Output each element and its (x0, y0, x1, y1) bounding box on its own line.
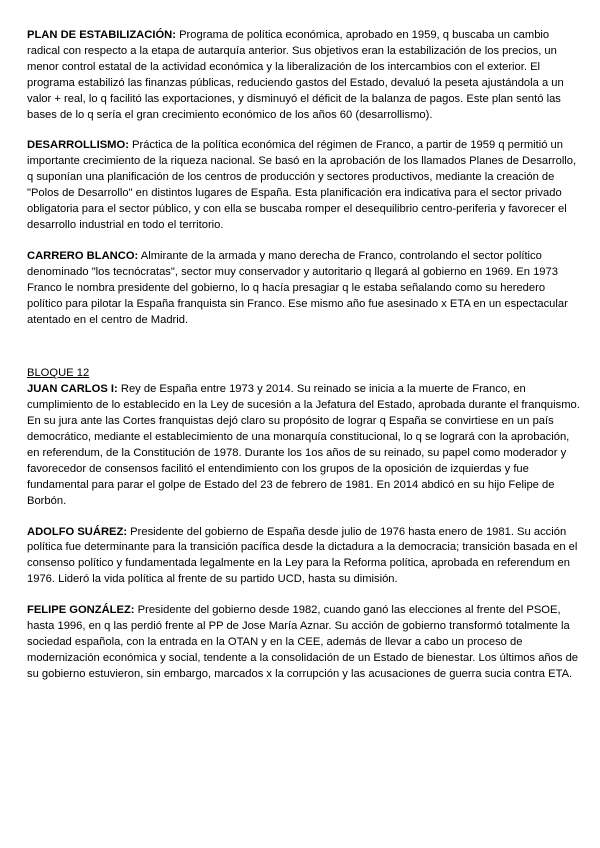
glossary-entry-felipe-gonzalez (27, 603, 583, 683)
entry-text: Programa de política económica, aprobado en 1959, q buscaba un cambio radical con respecto a la etapa de autarquía anterior. Sus objetivos eran la estabilización de los precios, un menor control estatal de la actividad económica y la liberalización de los intercambios con el exterior. El programa estabilizó las finanzas públicas, reduciendo gastos del Estado, devaluó la peseta ajustándola a un valor + real, lo q facilitó las exportaciones, y disminuyó el déficit de la balanza de pagos. Este plan sentó las bases de lo q sería el gran crecimiento económico de los años 60 (desarrollismo). (27, 29, 564, 121)
entry-text: Almirante de la armada y mano derecha de Franco, controlando el sector político denominado "los tecnócratas", sector muy conservador y autoritario q llegará al gobierno en 1969. En 1973 Franco le nombra presidente del gobierno, lo q hacía presagiar q le estaba señalando como su heredero político para pilotar la España franquista sin Franco. Ese mismo año fue asesinado x ETA en un espectacular atentado en el centro de Madrid. (27, 249, 568, 326)
glossary-entry-carrero-blanco (27, 249, 583, 329)
entry-term: JUAN CARLOS I: (27, 383, 118, 396)
glossary-entry-adolfo-suarez (27, 525, 583, 589)
entry-text: Práctica de la política económica del régimen de Franco, a partir de 1959 q permitió un importante crecimiento de la riqueza nacional. Se basó en la aprobación de los llamados Planes de Desarrollo, q suponían una planificación de los centros de producción y sectores productivos, mediante la creación de "Polos de Desarrollo" en distintos lugares de España. Esta planificación era indicativa para el sector privado obligatoria para el sector público, y con ella se buscaba romper el desequilibrio centro-periferia y favorecer el desarrollo industrial en todo el territorio. (27, 139, 577, 231)
entry-term: ADOLFO SUÁREZ: (27, 525, 128, 538)
entry-term: DESARROLLISMO: (27, 139, 129, 152)
document-page (27, 28, 583, 683)
entry-term: PLAN DE ESTABILIZACIÓN: (27, 29, 176, 41)
entry-term: CARRERO BLANCO: (27, 249, 139, 262)
entry-term: FELIPE GONZÁLEZ: (27, 604, 135, 617)
entry-text: Presidente del gobierno de España desde julio de 1976 hasta enero de 1981. Su acción política fue determinante para la transición pacífica desde la dictadura a la democracia; transición basada en el consenso político y fundamentada legalmente en la Ley para la Reforma política, aprobada en referendum en 1976. Lideró la vida política al frente de su partido UCD, hasta su dimisión. (27, 525, 578, 586)
glossary-entry-desarrollismo (27, 138, 583, 233)
glossary-entry-plan-estabilizacion (27, 28, 583, 123)
block-heading: BLOQUE 12 (27, 367, 90, 380)
entry-text: Presidente del gobierno desde 1982, cuando ganó las elecciones al frente del PSOE, hasta 1996, en q las perdió frente al PP de Jose María Aznar. Su acción de gobierno transformó totalmente la sociedad española, con la entrada en la OTAN y en la CEE, además de llevar a cabo un proceso de modernización económica y social, tendente a la consolidación de un Estado de bienestar. Los últimos años de su gobierno estuvieron, sin embargo, marcados x la corrupción y las acusaciones de guerra sucia contra ETA. (27, 604, 579, 680)
glossary-entry-juan-carlos (27, 382, 583, 509)
entry-text: Rey de España entre 1973 y 2014. Su reinado se inicia a la muerte de Franco, en cumplimiento de lo establecido en la Ley de sucesión a la Jefatura del Estado, aprobada durante el franquismo. En su jura ante las Cortes franquistas dejó claro su propósito de lograr q España se convirtiese en un país democrático, mediante el establecimiento de una monarquía constitucional, lo q se logrará con la aprobación, en referendum, de la Constitución de 1978. Durante los 1os años de su reinado, su papel como moderador y favorecedor de consensos facilitó el entendimiento con los grupos de la oposición de izquierdas y fue fundamental para parar el golpe de Estado del 23 de febrero de 1981. En 2014 abdicó en su hijo Felipe de Borbón. (27, 383, 580, 507)
section-spacer (27, 328, 583, 366)
